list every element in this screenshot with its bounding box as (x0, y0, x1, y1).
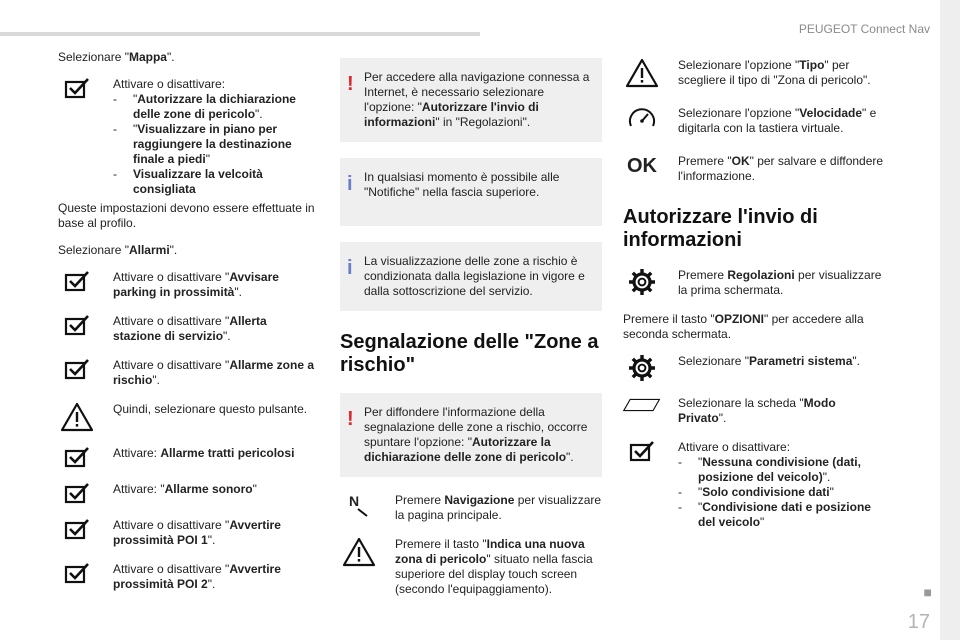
list-item: - "Nessuna condivisione (dati, posizione del veicolo)". (678, 455, 861, 484)
info-box-legislation: i La visualizzazione delle zone a rischio è condizionata dalla legislazione in vigore e dalla sottoscrizione del servizio. (340, 242, 602, 311)
list-item: - Visualizzare la velcoità consigliata (113, 167, 263, 196)
alarm-row: Attivare o disattivare "Avvisare parking in prossimità". (58, 270, 316, 300)
check-icon (58, 314, 96, 336)
list-item: - "Visualizzare in piano per raggiungere la destinazione finale a piedi" (113, 122, 292, 166)
warning-icon (623, 58, 661, 88)
gear-icon (623, 268, 661, 296)
header-rule (0, 32, 480, 36)
section-heading-risk-zones: Segnalazione delle "Zone a rischio" (340, 331, 599, 376)
exclamation-icon: ! (347, 408, 354, 430)
sharing-options-row (623, 440, 885, 530)
new-danger-zone-row: Premere il tasto "Indica una nuova zona di pericolo" situato nella fascia superiore del display touch screen (secondo l'equipaggiamento). (340, 537, 602, 597)
check-icon (58, 562, 96, 584)
activate-map-options (58, 77, 316, 197)
exclamation-icon: ! (347, 73, 354, 95)
page-edge-bar (940, 0, 960, 640)
type-row: Selezionare l'opzione "Tipo" per scegliere il tipo di "Zona di pericolo". (623, 58, 885, 88)
page-number: 17 (907, 611, 930, 633)
sharing-options-list (678, 455, 885, 530)
check-icon (58, 482, 96, 504)
info-icon: i (347, 173, 353, 195)
alarm-row: Attivare: Allarme tratti pericolosi (58, 446, 316, 468)
check-icon (58, 358, 96, 380)
navigation-row: N Premere Navigazione per visualizzare la pagina principale. (340, 493, 602, 523)
check-icon (58, 77, 96, 99)
section-marker: ■ (923, 584, 932, 600)
options-list (113, 92, 316, 197)
ok-icon: OK (627, 155, 657, 177)
tab-icon (623, 396, 661, 414)
column-3 (623, 58, 885, 544)
select-alarms-text: Selezionare "Allarmi". (58, 243, 178, 257)
info-box-notifications: i In qualsiasi momento è possibile alle "Notifiche" nella fascia superiore. (340, 158, 602, 226)
list-item: - "Condivisione dati e posizione del veicolo" (678, 500, 871, 529)
speedometer-icon (623, 106, 661, 132)
alarm-row: Attivare: "Allarme sonoro" (58, 482, 316, 504)
speed-row: Selezionare l'opzione "Velocidade" e digitarla con la tastiera virtuale. (623, 106, 885, 136)
options-text: Premere il tasto "OPZIONI" per accedere alla seconda schermata. (623, 312, 864, 341)
column-2 (340, 58, 602, 611)
check-icon (58, 270, 96, 292)
alarm-row: Attivare o disattivare "Avvertire prossimità POI 2". (58, 562, 316, 592)
check-icon (58, 518, 96, 540)
navigation-icon: N (340, 493, 378, 519)
private-mode-row: Selezionare la scheda "Modo Privato". (623, 396, 885, 426)
alarm-row: Attivare o disattivare "Allarme zone a rischio". (58, 358, 316, 388)
list-item: - "Solo condivisione dati" (678, 485, 834, 499)
note-box-connected-nav: ! Per accedere alla navigazione connessa a Internet, è necessario selezionare l'opzione: "Autorizzare l'invio di informazioni" in "Regolazioni". (340, 58, 602, 142)
note-box-risk-zones: ! Per diffondere l'informazione della segnalazione delle zone a rischio, occorre spuntare l'opzione: "Autorizzare la dichiarazione delle zone di pericolo". (340, 393, 602, 477)
select-map-text: Selezionare "Mappa". (58, 50, 175, 64)
ok-row: OK Premere "OK" per salvare e diffondere l'informazione. (623, 154, 885, 184)
warning-icon (340, 537, 378, 567)
alarm-row: Attivare o disattivare "Avvertire prossimità POI 1". (58, 518, 316, 548)
alarm-row: Quindi, selezionare questo pulsante. (58, 402, 316, 432)
check-icon (623, 440, 661, 462)
profile-note: Queste impostazioni devono essere effettuate in base al profilo. (58, 201, 315, 230)
intro-text: Attivare o disattivare: (678, 440, 791, 454)
brand-title: PEUGEOT Connect Nav (798, 22, 930, 36)
check-icon (58, 446, 96, 468)
alarm-row: Attivare o disattivare "Allerta stazione di servizio". (58, 314, 316, 344)
gear-icon (623, 354, 661, 382)
intro-text: Attivare o disattivare: (113, 77, 226, 91)
list-item: - "Autorizzare la dichiarazione delle zone di pericolo". (113, 92, 296, 121)
settings-row: Premere Regolazioni per visualizzare la prima schermata. (623, 268, 885, 298)
info-icon: i (347, 257, 353, 279)
warning-icon (58, 402, 96, 432)
column-1 (58, 50, 316, 606)
section-heading-send-info: Autorizzare l'invio di informazioni (623, 206, 818, 251)
system-params-row: Selezionare "Parametri sistema". (623, 354, 885, 382)
